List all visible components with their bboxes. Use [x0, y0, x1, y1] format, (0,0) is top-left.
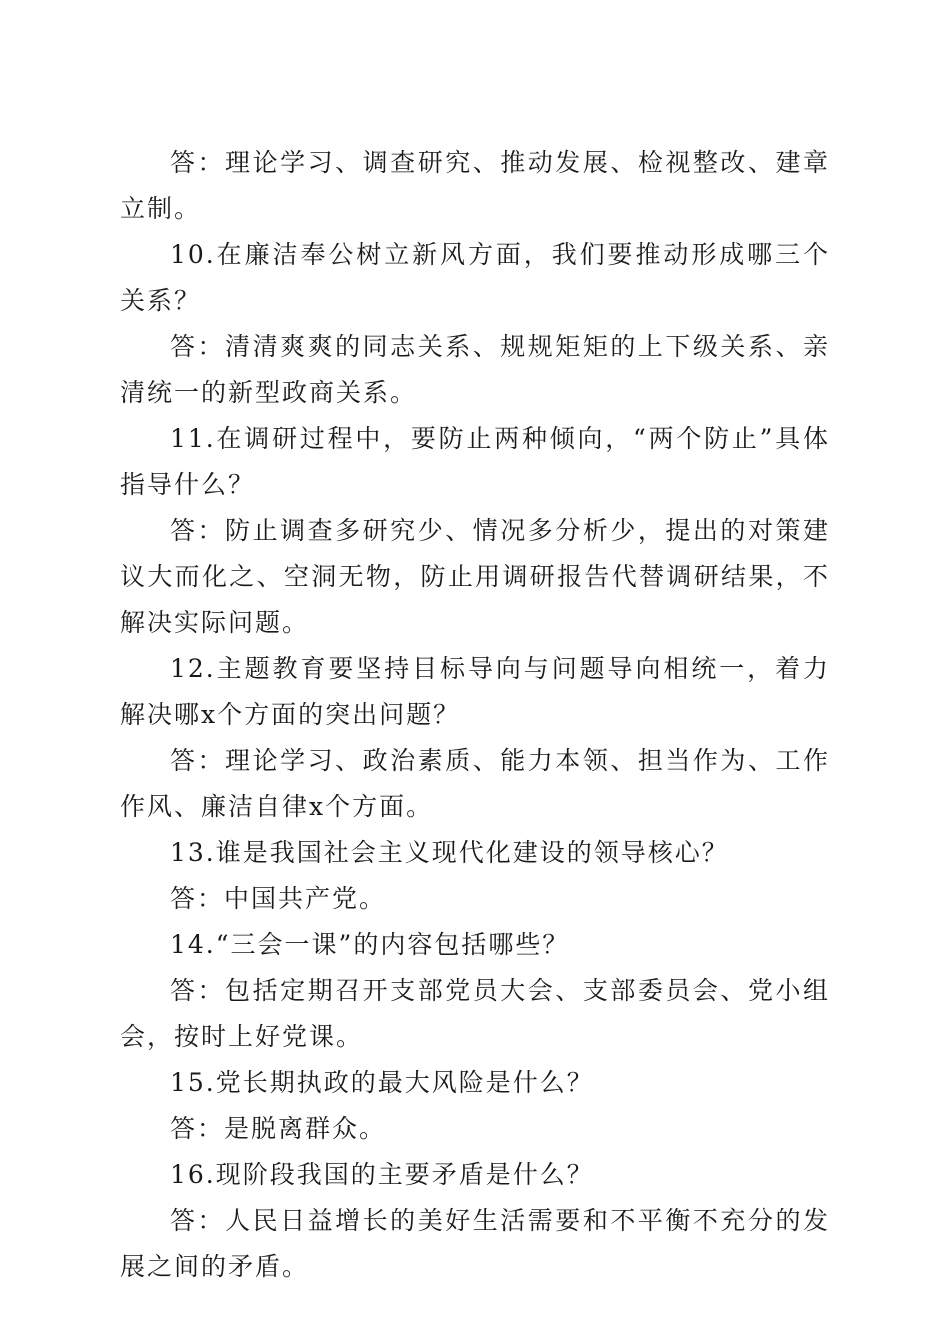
question-14: 14.“三会一课”的内容包括哪些？: [170, 930, 570, 959]
question-15: 15.党长期执政的最大风险是什么？: [170, 1068, 594, 1097]
document-body: [120, 140, 830, 1290]
answer-13: 答：中国共产党。: [170, 884, 387, 913]
answer-15: 答：是脱离群众。: [170, 1114, 387, 1143]
answer-12: 答：理论学习、政治素质、能力本领、担当作为、工作作风、廉洁自律x个方面。: [120, 746, 830, 821]
question-12: 12.主题教育要坚持目标导向与问题导向相统一，着力解决哪x个方面的突出问题？: [120, 654, 830, 729]
question-10: 10.在廉洁奉公树立新风方面，我们要推动形成哪三个关系？: [120, 240, 830, 315]
answer-14: 答：包括定期召开支部党员大会、支部委员会、党小组会，按时上好党课。: [120, 976, 830, 1051]
answer-16: 答：人民日益增长的美好生活需要和不平衡不充分的发展之间的矛盾。: [120, 1206, 830, 1281]
answer-10: 答：清清爽爽的同志关系、规规矩矩的上下级关系、亲清统一的新型政商关系。: [120, 332, 830, 407]
question-11: 11.在调研过程中，要防止两种倾向，“两个防止”具体指导什么？: [120, 424, 830, 499]
answer-11: 答：防止调查多研究少、情况多分析少，提出的对策建议大而化之、空洞无物，防止用调研报告代替调研结果，不解决实际问题。: [120, 516, 830, 637]
question-13: 13.谁是我国社会主义现代化建设的领导核心？: [170, 838, 729, 867]
question-16: 16.现阶段我国的主要矛盾是什么？: [170, 1160, 594, 1189]
answer-9: 答：理论学习、调查研究、推动发展、检视整改、建章立制。: [120, 148, 830, 223]
